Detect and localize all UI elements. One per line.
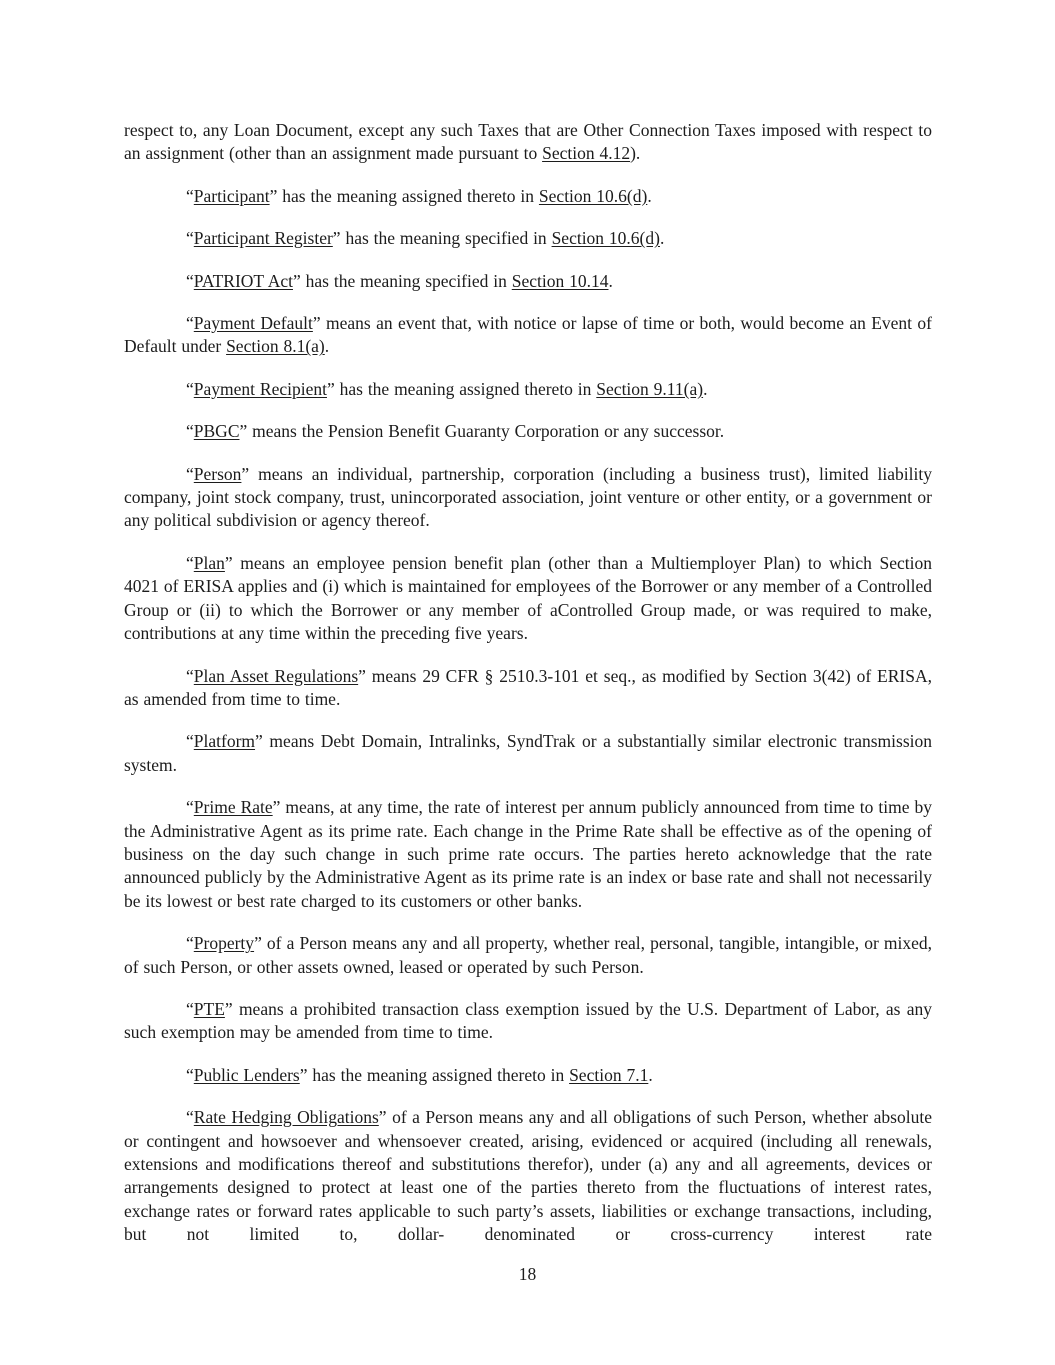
text-run: ” has the meaning assigned thereto in	[326, 378, 597, 399]
defined-term: Platform	[193, 731, 256, 752]
text-run: “	[186, 552, 194, 573]
paragraph	[124, 1064, 932, 1087]
paragraph	[124, 378, 932, 401]
text-run: ” has the meaning assigned thereto in	[269, 185, 539, 206]
defined-term: PATRIOT Act	[193, 270, 293, 291]
defined-term: PBGC	[193, 421, 240, 442]
defined-term: Rate Hedging Obligations	[193, 1107, 379, 1128]
text-run: .	[647, 185, 652, 206]
section-reference: Section 10.14	[511, 270, 609, 291]
text-run: “	[186, 270, 194, 291]
text-run: .	[648, 1064, 653, 1085]
text-run: ” means Debt Domain, Intralinks, SyndTrak or a substantially similar electronic transmission system.	[124, 731, 932, 775]
defined-term: Payment Default	[193, 313, 313, 334]
text-run: ” means an employee pension benefit plan (other than a Multiemployer Plan) to which Section 4021 of ERISA applies and (i) which is maintained for employees of the Borrower or any member of a Controlled Group or (ii) to which the Borrower or any member of aControlled Group made, or was required to make, contributions at any time within the preceding five years.	[124, 552, 932, 644]
text-run: “	[186, 933, 194, 954]
defined-term: PTE	[193, 998, 225, 1019]
paragraph	[124, 227, 932, 250]
defined-term: Person	[193, 463, 242, 484]
paragraph	[124, 998, 932, 1045]
defined-term: Participant	[193, 185, 270, 206]
paragraph	[124, 270, 932, 293]
section-reference: Section 4.12	[542, 143, 631, 164]
section-reference: Section 9.11(a)	[596, 378, 704, 399]
text-run: “	[186, 313, 194, 334]
paragraph	[124, 932, 932, 979]
document-body	[124, 119, 932, 1266]
paragraph	[124, 552, 932, 646]
text-run: “	[186, 797, 194, 818]
section-reference: Section 10.6(d)	[551, 228, 660, 249]
text-run: “	[186, 378, 194, 399]
paragraph	[124, 312, 932, 359]
defined-term: Plan	[193, 552, 225, 573]
paragraph	[124, 463, 932, 533]
text-run: “	[186, 998, 194, 1019]
paragraph	[124, 1106, 932, 1246]
text-run: ).	[630, 143, 641, 164]
text-run: ” means, at any time, the rate of interest per annum publicly announced from time to time by the Administrative Agent as its prime rate. Each change in the Prime Rate shall be effective as of the opening of business on the day such change in such prime rate occurs. The parties hereto acknowledge that the rate announced publicly by the Administrative Agent as its prime rate is an index or base rate and shall not necessarily be its lowest or best rate charged to its customers or other banks.	[124, 797, 932, 911]
text-run: respect to, any Loan Document, except any such Taxes that are Other Connection Taxes imposed with respect to an assignment (other than an assignment made pursuant to	[124, 120, 932, 164]
text-run: ” has the meaning specified in	[332, 228, 552, 249]
text-run: .	[608, 270, 613, 291]
paragraph	[124, 185, 932, 208]
defined-term: Prime Rate	[193, 797, 273, 818]
text-run: ” of a Person means any and all obligations of such Person, whether absolute or contingent and howsoever and whensoever created, arising, evidenced or acquired (including all renewals, extensions and modifications thereof and substitutions therefor), under (a) any and all agreements, devices or arrangements designed to protect at least one of the parties thereto from the fluctuations of interest rates, exchange rates or forward rates applicable to such party’s assets, liabilities or exchange transactions, including, but not limited to, dollar- denominated or cross-currency interest rate	[124, 1107, 932, 1245]
text-run: .	[324, 336, 330, 357]
defined-term: Plan Asset Regulations	[193, 665, 359, 686]
paragraph	[124, 665, 932, 712]
text-run: “	[186, 731, 194, 752]
defined-term: Participant Register	[193, 228, 333, 249]
text-run: ” means a prohibited transaction class exemption issued by the U.S. Department of Labor, as any such exemption may be amended from time to time.	[124, 998, 932, 1043]
text-run: ” has the meaning assigned thereto in	[299, 1064, 570, 1085]
text-run: ” means an individual, partnership, corporation (including a business trust), limited liability company, joint stock company, trust, unincorporated association, joint venture or other entity, or a government or any political subdivision or agency thereof.	[124, 463, 932, 531]
text-run: ” has the meaning specified in	[292, 270, 512, 291]
section-reference: Section 7.1	[569, 1064, 649, 1085]
paragraph	[124, 420, 932, 443]
page-number: 18	[518, 1264, 537, 1284]
paragraph	[124, 730, 932, 777]
defined-term: Public Lenders	[193, 1064, 300, 1085]
paragraph	[124, 119, 932, 166]
text-run: “	[186, 185, 194, 206]
text-run: “	[186, 421, 194, 442]
text-run: “	[186, 1107, 194, 1128]
defined-term: Payment Recipient	[193, 378, 327, 399]
text-run: “	[186, 228, 194, 249]
text-run: “	[186, 463, 194, 484]
section-reference: Section 10.6(d)	[538, 185, 648, 206]
text-run: “	[186, 1064, 194, 1085]
text-run: ” means 29 CFR § 2510.3-101 et seq., as modified by Section 3(42) of ERISA, as amended from time to time.	[124, 665, 932, 709]
defined-term: Property	[193, 933, 255, 954]
text-run: .	[659, 228, 665, 249]
section-reference: Section 8.1(a)	[226, 336, 325, 357]
paragraph	[124, 796, 932, 913]
text-run: .	[703, 378, 708, 399]
text-run: ” of a Person means any and all property, whether real, personal, tangible, intangible, or mixed, of such Person, or other assets owned, leased or operated by such Person.	[124, 933, 932, 977]
text-run: ” means the Pension Benefit Guaranty Corporation or any successor.	[239, 421, 725, 442]
text-run: ” means an event that, with notice or lapse of time or both, would become an Event of Default under	[124, 313, 932, 357]
text-run: “	[186, 665, 194, 686]
